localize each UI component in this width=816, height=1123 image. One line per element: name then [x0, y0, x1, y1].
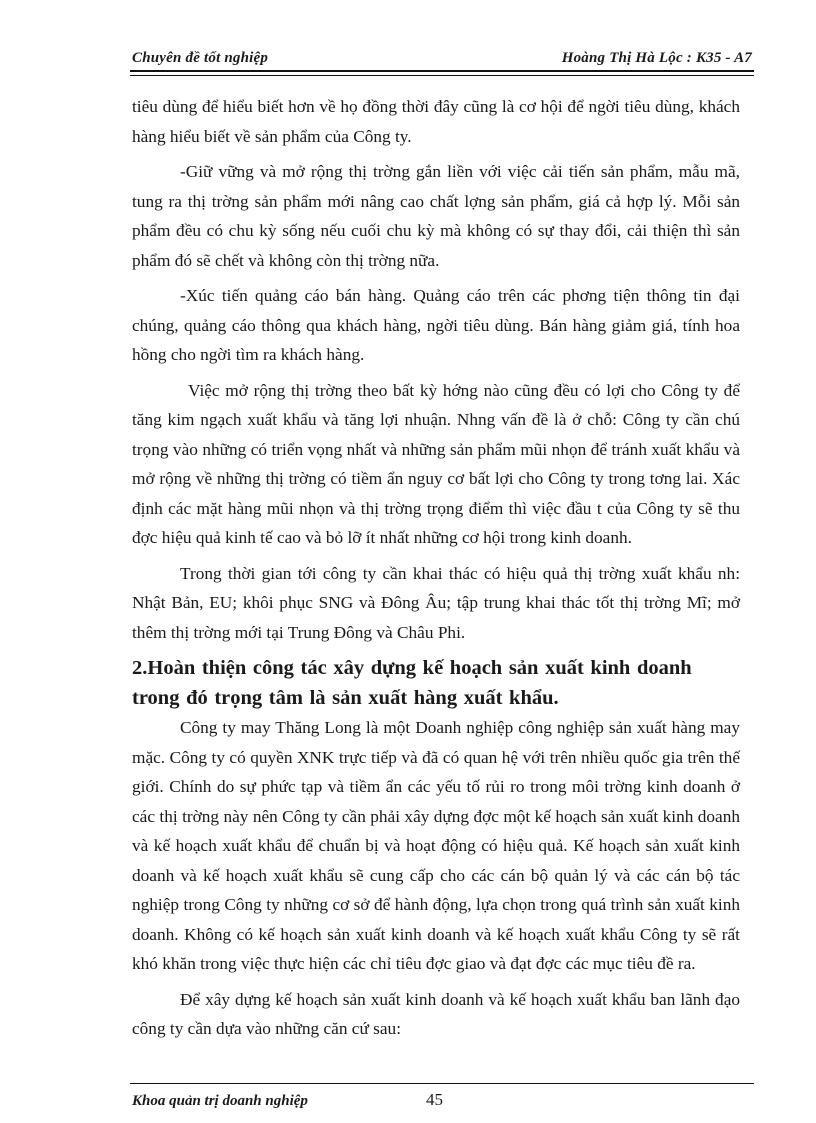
paragraph-4: Việc mở rộng thị trờng theo bất kỳ hớng nào cũng đều có lợi cho Công ty để tăng kim ngạch xuất khẩu và tăng lợi nhuận. Nhng vấn đề là ở chỗ: Công ty cần chú trọng vào những có triển vọng nhất và những sản phẩm mũi nhọn để tránh xuất khẩu và mở rộng về những thị trờng có tiềm ẩn nguy cơ bất lợi cho Công ty trong tơng lai. Xác định các mặt hàng mũi nhọn và thị trờng trọng điểm thì việc đầu t của Công ty sẽ thu đợc hiệu quả kinh tế cao và bỏ lỡ ít nhất những cơ hội trong kinh doanh. [132, 380, 740, 547]
section-heading: 2.Hoàn thiện công tác xây dựng kế hoạch sản xuất kinh doanh trong đó trọng tâm là sản xuất hàng xuất khẩu. [132, 657, 692, 709]
page-header [130, 48, 754, 78]
page-footer [130, 1083, 754, 1123]
header-author: Hoàng Thị Hà Lộc : K35 - A7 [561, 50, 752, 66]
paragraph-1: tiêu dùng để hiểu biết hơn về họ đồng thời đây cũng là cơ hội để ngời tiêu dùng, khách hàng hiểu biết về sản phẩm của Công ty. [132, 97, 740, 146]
paragraph-6: Công ty may Thăng Long là một Doanh nghiệp công nghiệp sản xuất hàng may mặc. Công ty có quyền XNK trực tiếp và đã có quan hệ với trên nhiều quốc gia trên thế giới. Chính do sự phức tạp và tiềm ẩn các yếu tố rủi ro trong môi trờng kinh doanh ở các thị trờng này nên Công ty cần phải xây dựng đợc một kế hoạch sản xuất kinh doanh và kế hoạch xuất khẩu để chuẩn bị và hoạt động có hiệu quả. Kế hoạch sản xuất kinh doanh và kế hoạch xuất khẩu sẽ cung cấp cho các cán bộ quản lý và các cán bộ tác nghiệp trong Công ty những cơ sở để hành động, lựa chọn trong quá trình sản xuất kinh doanh. Không có kế hoạch sản xuất kinh doanh và kế hoạch xuất khẩu Công ty sẽ rất khó khăn trong việc thực hiện các chỉ tiêu đợc giao và đạt đợc các mục tiêu đề ra. [132, 718, 740, 973]
document-body [132, 92, 740, 1050]
header-title: Chuyên đề tốt nghiệp [132, 50, 269, 66]
header-rule-thin [130, 75, 754, 76]
footer-faculty: Khoa quản trị doanh nghiệp [132, 1093, 308, 1109]
page-number: 45 [426, 1090, 443, 1109]
paragraph-5: Trong thời gian tới công ty cần khai thác có hiệu quả thị trờng xuất khẩu nh: Nhật Bản, EU; khôi phục SNG và Đông Âu; tập trung khai thác tốt thị trờng Mĩ; mở thêm thị trờng mới tại Trung Đông và Châu Phi. [132, 563, 740, 642]
paragraph-2: -Giữ vững và mở rộng thị trờng gắn liền với việc cải tiến sản phẩm, mẫu mã, tung ra thị trờng sản phẩm mới nâng cao chất lợng sản phẩm, giá cả hợp lý. Mỗi sản phẩm đều có chu kỳ sống nếu cuối chu kỳ mà không có sự thay đổi, cải thiện thì sản phẩm đó sẽ chết và không còn thị trờng nữa. [132, 162, 740, 270]
footer-rule [130, 1083, 754, 1084]
paragraph-3: -Xúc tiến quảng cáo bán hàng. Quảng cáo trên các phơng tiện thông tin đại chúng, quảng cáo thông qua khách hàng, ngời tiêu dùng. Bán hàng giảm giá, tính hoa hồng cho ngời tìm ra khách hàng. [132, 286, 740, 364]
paragraph-7: Để xây dựng kế hoạch sản xuất kinh doanh và kế hoạch xuất khẩu ban lãnh đạo công ty cần dựa vào những căn cứ sau: [132, 989, 740, 1038]
header-rule-thick [130, 70, 754, 72]
